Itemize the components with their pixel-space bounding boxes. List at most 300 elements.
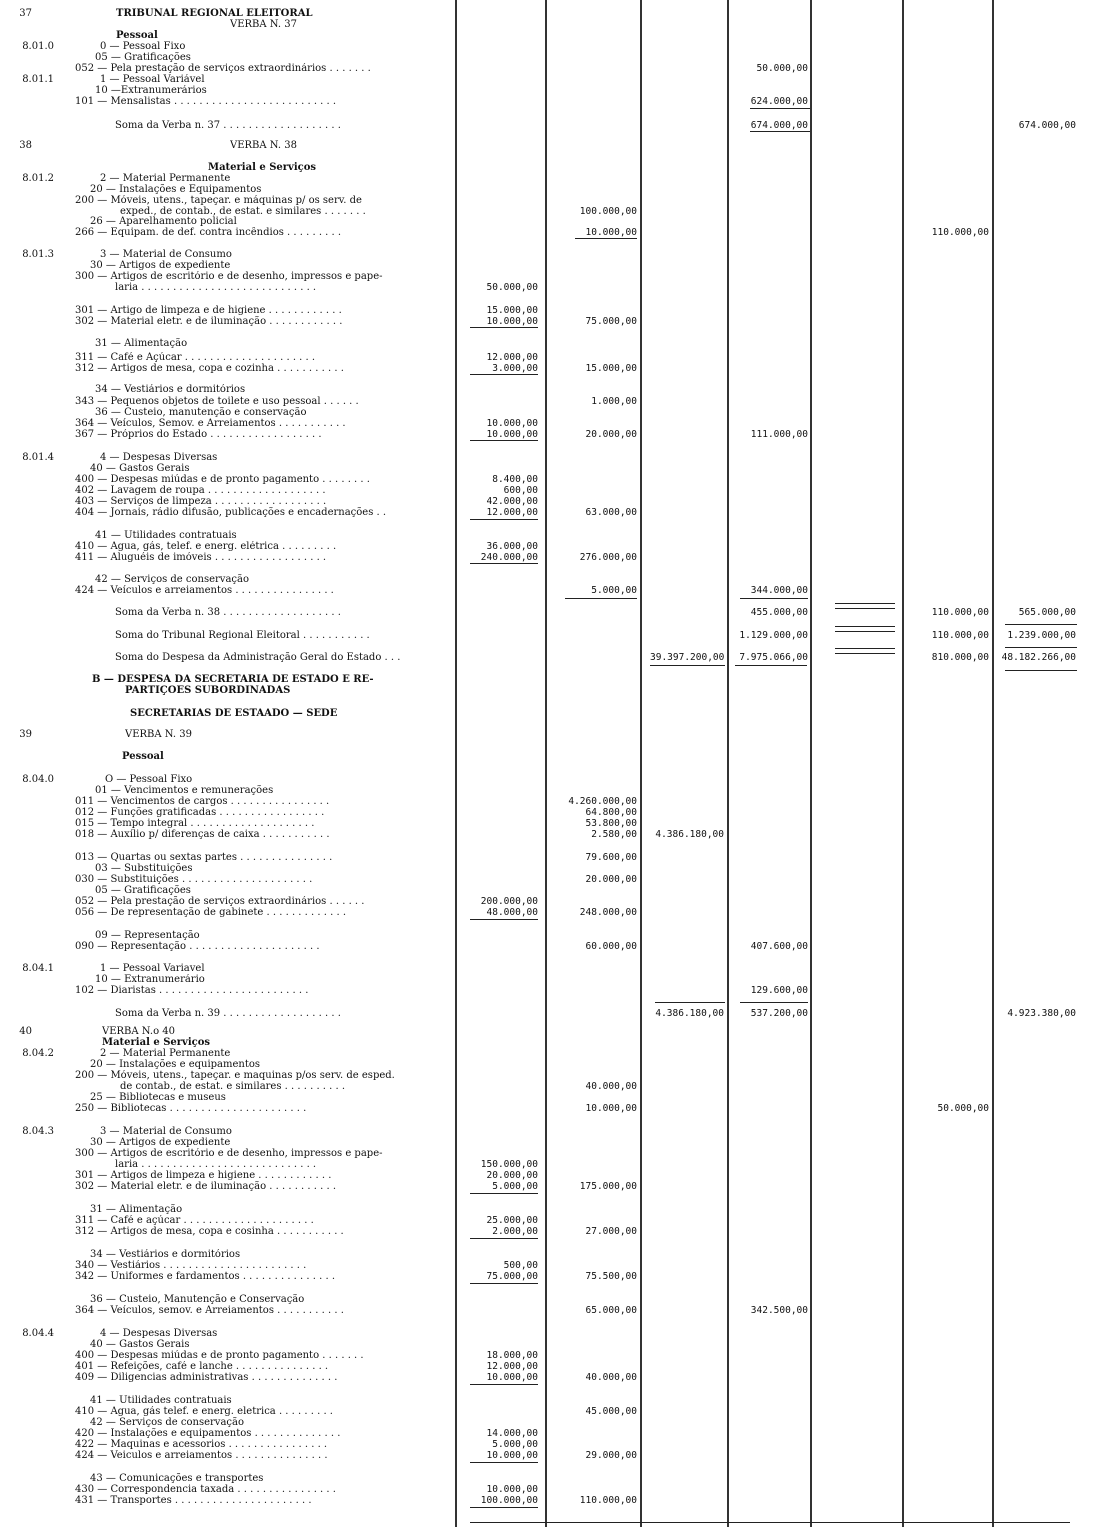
subtotal-rule: [470, 327, 538, 328]
budget-line: [0, 674, 1094, 685]
amount-c1: 25.000,00: [486, 1215, 538, 1226]
amount-c2: 79.600,00: [585, 852, 637, 863]
budget-line: [0, 418, 1094, 429]
line-description: 20 — Instalações e equipamentos: [90, 1059, 261, 1070]
line-description: 015 — Tempo integral . . . . . . . . . . . . . . . . . . . .: [75, 818, 315, 829]
amount-c1: 500,00: [503, 1260, 538, 1271]
amount-c1: 18.000,00: [486, 1350, 538, 1361]
budget-line: [0, 863, 1094, 874]
amount-c2: 45.000,00: [585, 1406, 637, 1417]
budget-line: [0, 352, 1094, 363]
amount-c1: 200.000,00: [480, 896, 538, 907]
line-description: 2 — Material Permanente: [100, 173, 231, 184]
line-description: 400 — Despesas miúdas e de pronto pagamento . . . . . . .: [75, 1350, 364, 1361]
line-code: 40: [19, 1026, 32, 1037]
amount-c6: 48.182.266,00: [1001, 652, 1076, 663]
line-description: 411 — Aluguéis de imóveis . . . . . . . . . . . . . . . . . .: [75, 552, 327, 563]
budget-line: [0, 751, 1094, 762]
line-description: Pessoal: [116, 30, 158, 41]
line-description: 4 — Despesas Diversas: [100, 452, 218, 463]
budget-line: [0, 1026, 1094, 1037]
amount-c2: 5.000,00: [591, 585, 637, 596]
subtotal-rule: [835, 648, 895, 649]
line-description: 200 — Móveis, utens., tapeçar. e máquinas p/ os serv. de: [75, 195, 362, 206]
subtotal-rule: [470, 919, 538, 920]
line-description: 3 — Material de Consumo: [100, 1126, 232, 1137]
amount-c2: 29.000,00: [585, 1450, 637, 1461]
line-code: 8.01.3: [22, 249, 54, 260]
budget-line: [0, 316, 1094, 327]
line-code: 8.04.3: [22, 1126, 54, 1137]
line-description: 052 — Pela prestação de serviços extraordinários . . . . . .: [75, 896, 365, 907]
budget-line: [0, 8, 1094, 19]
budget-line: [0, 708, 1094, 719]
budget-line: [0, 1395, 1094, 1406]
line-description: PARTIÇÕES SUBORDINADAS: [125, 685, 291, 696]
amount-c3: 4.386.180,00: [655, 829, 724, 840]
amount-c2: 63.000,00: [585, 507, 637, 518]
budget-line: [0, 1226, 1094, 1237]
line-description: 10 —Extranumerários: [95, 85, 207, 96]
subtotal-rule: [835, 653, 895, 654]
budget-line: [0, 195, 1094, 206]
line-description: 340 — Vestiários . . . . . . . . . . . . . . . . . . . . . . .: [75, 1260, 307, 1271]
budget-line: [0, 941, 1094, 952]
subtotal-rule: [1005, 647, 1077, 648]
line-description: 431 — Transportes . . . . . . . . . . . . . . . . . . . . . .: [75, 1495, 312, 1506]
line-description: 410 — Água, gás telef. e energ. eletrica . . . . . . . . .: [75, 1406, 333, 1417]
line-description: TRIBUNAL REGIONAL ELEITORAL: [116, 8, 313, 19]
amount-c2: 10.000,00: [585, 227, 637, 238]
amount-c1: 50.000,00: [486, 282, 538, 293]
budget-line: [0, 140, 1094, 151]
budget-line: [0, 1170, 1094, 1181]
budget-line: [0, 874, 1094, 885]
budget-line: [0, 363, 1094, 374]
line-code: 8.04.0: [22, 774, 54, 785]
line-code: 8.01.4: [22, 452, 54, 463]
subtotal-rule: [470, 1384, 538, 1385]
budget-line: [0, 305, 1094, 316]
budget-line: [0, 1103, 1094, 1114]
budget-line: [0, 1350, 1094, 1361]
line-description: 410 — Água, gás, telef. e energ. elétrica . . . . . . . . .: [75, 541, 337, 552]
amount-c1: 20.000,00: [486, 1170, 538, 1181]
budget-line: [0, 1328, 1094, 1339]
budget-line: [0, 396, 1094, 407]
budget-line: [0, 574, 1094, 585]
budget-line: [0, 852, 1094, 863]
line-code: 8.01.0: [22, 41, 54, 52]
subtotal-rule: [750, 108, 810, 109]
budget-line: [0, 930, 1094, 941]
budget-line: [0, 1294, 1094, 1305]
amount-c4: 111.000,00: [750, 429, 808, 440]
amount-c1: 10.000,00: [486, 1372, 538, 1383]
budget-line: [0, 1249, 1094, 1260]
line-code: 38: [19, 140, 32, 151]
budget-line: [0, 496, 1094, 507]
line-description: 424 — Veículos e arreiamentos . . . . . . . . . . . . . . . .: [75, 585, 334, 596]
line-description: 056 — De representação de gabinete . . . . . . . . . . . . .: [75, 907, 346, 918]
amount-c4: 624.000,00: [750, 96, 808, 107]
line-description: 34 — Vestiários e dormitórios: [90, 1249, 241, 1260]
subtotal-rule: [470, 1507, 538, 1508]
amount-c1: 8.400,00: [492, 474, 538, 485]
line-description: 312 — Artigos de mesa, copa e cosinha . . . . . . . . . . .: [75, 1226, 344, 1237]
amount-c2: 2.580,00: [591, 829, 637, 840]
line-description: 3 — Material de Consumo: [100, 249, 232, 260]
budget-line: [0, 796, 1094, 807]
subtotal-rule: [835, 626, 895, 627]
line-description: 302 — Material eletr. e de iluminação . . . . . . . . . . .: [75, 1181, 337, 1192]
budget-line: [0, 652, 1094, 663]
budget-line: [0, 74, 1094, 85]
line-description: 342 — Uniformes e fardamentos . . . . . . . . . . . . . . .: [75, 1271, 335, 1282]
line-description: 26 — Aparelhamento policial: [90, 216, 237, 227]
budget-line: [0, 463, 1094, 474]
line-description: VERBA N. 37: [230, 19, 297, 30]
amount-c5: 110.000,00: [931, 607, 989, 618]
line-description: 09 — Representação: [95, 930, 200, 941]
subtotal-rule: [740, 598, 808, 599]
budget-line: [0, 541, 1094, 552]
amount-c2: 64.800,00: [585, 807, 637, 818]
line-description: 404 — Jornais, rádio difusão, publicações e encadernações . .: [75, 507, 387, 518]
budget-line: [0, 282, 1094, 293]
budget-line: [0, 184, 1094, 195]
line-description: SECRETARIAS DE ESTAADO — SEDE: [130, 708, 338, 719]
budget-line: [0, 807, 1094, 818]
line-description: laria . . . . . . . . . . . . . . . . . . . . . . . . . . . .: [115, 282, 317, 293]
amount-c2: 27.000,00: [585, 1226, 637, 1237]
line-description: 013 — Quartas ou sextas partes . . . . . . . . . . . . . . .: [75, 852, 333, 863]
budget-line: [0, 384, 1094, 395]
line-description: 420 — Instalações e equipamentos . . . . . . . . . . . . . .: [75, 1428, 341, 1439]
subtotal-rule: [835, 608, 895, 609]
budget-line: [0, 1159, 1094, 1170]
subtotal-rule: [750, 131, 810, 132]
line-description: 409 — Diligencias administrativas . . . . . . . . . . . . . .: [75, 1372, 338, 1383]
line-code: 39: [19, 729, 32, 740]
budget-line: [0, 1339, 1094, 1350]
amount-c1: 2.000,00: [492, 1226, 538, 1237]
line-description: 40 — Gastos Gerais: [90, 463, 190, 474]
amount-c1: 600,00: [503, 485, 538, 496]
line-description: 10 — Extranumerário: [95, 974, 205, 985]
line-description: 311 — Café e Açúcar . . . . . . . . . . . . . . . . . . . . .: [75, 352, 316, 363]
budget-line: [0, 1484, 1094, 1495]
column-rule: [640, 0, 642, 1527]
line-description: 30 — Artigos de expediente: [90, 1137, 231, 1148]
budget-line: [0, 1204, 1094, 1215]
line-description: 400 — Despesas miúdas e de pronto pagamento . . . . . . . .: [75, 474, 370, 485]
line-description: 41 — Utilidades contratuais: [95, 530, 237, 541]
line-description: 43 — Comunicações e transportes: [90, 1473, 264, 1484]
budget-line: [0, 1361, 1094, 1372]
line-code: 8.04.4: [22, 1328, 54, 1339]
budget-line: [0, 1271, 1094, 1282]
amount-c2: 4.260.000,00: [568, 796, 637, 807]
budget-line: [0, 1081, 1094, 1092]
budget-line: [0, 1428, 1094, 1439]
line-description: 102 — Diaristas . . . . . . . . . . . . . . . . . . . . . . . .: [75, 985, 309, 996]
line-description: 300 — Artigos de escritório e de desenho, impressos e pape-: [75, 271, 383, 282]
budget-line: [0, 52, 1094, 63]
line-description: Material e Serviços: [208, 162, 317, 173]
line-description: 20 — Instalações e Equipamentos: [90, 184, 262, 195]
column-rule: [455, 0, 457, 1527]
budget-line: [0, 429, 1094, 440]
line-description: 250 — Bibliotecas . . . . . . . . . . . . . . . . . . . . . .: [75, 1103, 307, 1114]
amount-c4: 344.000,00: [750, 585, 808, 596]
amount-c2: 276.000,00: [579, 552, 637, 563]
line-description: 403 — Serviços de limpeza . . . . . . . . . . . . . . . . . .: [75, 496, 327, 507]
amount-c1: 12.000,00: [486, 1361, 538, 1372]
budget-line: [0, 1473, 1094, 1484]
line-description: 42 — Serviços de conservação: [90, 1417, 244, 1428]
budget-line: [0, 338, 1094, 349]
budget-line: [0, 885, 1094, 896]
amount-c2: 40.000,00: [585, 1372, 637, 1383]
budget-line: [0, 271, 1094, 282]
budget-line: [0, 774, 1094, 785]
subtotal-rule: [835, 603, 895, 604]
budget-line: [0, 30, 1094, 41]
line-description: O — Pessoal Fixo: [105, 774, 193, 785]
line-code: 8.01.1: [22, 74, 54, 85]
line-description: 30 — Artigos de expediente: [90, 260, 231, 271]
budget-line: [0, 785, 1094, 796]
budget-line: [0, 729, 1094, 740]
budget-line: [0, 896, 1094, 907]
line-description: 34 — Vestiários e dormitórios: [95, 384, 246, 395]
budget-line: [0, 829, 1094, 840]
line-description: 367 — Próprios do Estado . . . . . . . . . . . . . . . . . .: [75, 429, 322, 440]
budget-line: [0, 1305, 1094, 1316]
line-description: 090 — Representação . . . . . . . . . . . . . . . . . . . . .: [75, 941, 320, 952]
line-description: 011 — Vencimentos de cargos . . . . . . . . . . . . . . . .: [75, 796, 330, 807]
subtotal-rule: [470, 563, 538, 564]
amount-c2: 1.000,00: [591, 396, 637, 407]
subtotal-rule: [470, 519, 538, 520]
line-description: 1 — Pessoal Variável: [100, 74, 205, 85]
amount-c1: 12.000,00: [486, 352, 538, 363]
amount-c2: 20.000,00: [585, 429, 637, 440]
amount-c4: 342.500,00: [750, 1305, 808, 1316]
budget-line: [0, 1215, 1094, 1226]
budget-line: [0, 1495, 1094, 1506]
amount-c4: 1.129.000,00: [739, 630, 808, 641]
amount-c1: 15.000,00: [486, 305, 538, 316]
line-description: Soma do Despesa da Administração Geral do Estado . . .: [115, 652, 401, 663]
column-rule: [727, 0, 729, 1527]
amount-c1: 12.000,00: [486, 507, 538, 518]
amount-c1: 5.000,00: [492, 1439, 538, 1450]
amount-c5: 50.000,00: [937, 1103, 989, 1114]
budget-line: [0, 1137, 1094, 1148]
amount-c1: 10.000,00: [486, 418, 538, 429]
amount-c5: 810.000,00: [931, 652, 989, 663]
amount-c6: 674.000,00: [1018, 120, 1076, 131]
column-rule: [992, 0, 994, 1527]
line-description: de contab., de estat. e similares . . . . . . . . . .: [120, 1081, 346, 1092]
line-description: 0 — Pessoal Fixo: [100, 41, 186, 52]
line-description: Soma da Verba n. 38 . . . . . . . . . . . . . . . . . . .: [115, 607, 341, 618]
line-description: 052 — Pela prestação de serviços extraordinários . . . . . . .: [75, 63, 371, 74]
line-description: 343 — Pequenos objetos de toilete e uso pessoal . . . . . .: [75, 396, 359, 407]
line-description: 422 — Maquinas e acessorios . . . . . . . . . . . . . . . .: [75, 1439, 328, 1450]
subtotal-rule: [565, 598, 637, 599]
budget-line: [0, 85, 1094, 96]
amount-c1: 14.000,00: [486, 1428, 538, 1439]
budget-line: [0, 249, 1094, 260]
budget-line: [0, 1260, 1094, 1271]
budget-line: [0, 63, 1094, 74]
line-description: 01 — Vencimentos e remunerações: [95, 785, 274, 796]
subtotal-rule: [575, 238, 637, 239]
line-description: 430 — Correspondencia taxada . . . . . . . . . . . . . . . .: [75, 1484, 336, 1495]
line-description: 300 — Artigos de escritório e de desenho, impressos e pape-: [75, 1148, 383, 1159]
line-code: 8.01.2: [22, 173, 54, 184]
line-description: 200 — Móveis, utens., tapeçar. e maquinas p/os serv. de esped.: [75, 1070, 395, 1081]
budget-line: [0, 162, 1094, 173]
line-description: 42 — Serviços de conservação: [95, 574, 249, 585]
column-rule: [545, 0, 547, 1527]
line-description: 03 — Substituições: [95, 863, 193, 874]
budget-line: [0, 507, 1094, 518]
budget-line: [0, 407, 1094, 418]
line-description: 402 — Lavagem de roupa . . . . . . . . . . . . . . . . . . .: [75, 485, 326, 496]
line-description: 401 — Refeições, café e lanche . . . . . . . . . . . . . . .: [75, 1361, 329, 1372]
line-description: 31 — Alimentação: [90, 1204, 183, 1215]
amount-c2: 110.000,00: [579, 1495, 637, 1506]
line-code: 8.04.2: [22, 1048, 54, 1059]
subtotal-rule: [835, 631, 895, 632]
amount-c2: 60.000,00: [585, 941, 637, 952]
budget-line: [0, 1037, 1094, 1048]
line-description: 40 — Gastos Gerais: [90, 1339, 190, 1350]
line-description: 05 — Gratificações: [95, 52, 191, 63]
amount-c3: 4.386.180,00: [655, 1008, 724, 1019]
amount-c4: 50.000,00: [756, 63, 808, 74]
page-bottom-rule: [470, 1522, 1070, 1523]
budget-line: [0, 1048, 1094, 1059]
subtotal-rule: [470, 1462, 538, 1463]
budget-line: [0, 1126, 1094, 1137]
subtotal-rule: [470, 1238, 538, 1239]
budget-line: [0, 452, 1094, 463]
budget-line: [0, 630, 1094, 641]
budget-line: [0, 985, 1094, 996]
budget-line: [0, 41, 1094, 52]
budget-line: [0, 227, 1094, 238]
amount-c6: 4.923.380,00: [1007, 1008, 1076, 1019]
line-description: Material e Serviços: [102, 1037, 211, 1048]
subtotal-rule: [1005, 670, 1077, 671]
column-rule: [902, 0, 904, 1527]
amount-c1: 10.000,00: [486, 316, 538, 327]
subtotal-rule: [470, 1283, 538, 1284]
amount-c3: 39.397.200,00: [650, 652, 725, 663]
line-description: 302 — Material eletr. e de iluminação . . . . . . . . . . . .: [75, 316, 343, 327]
line-description: VERBA N. 39: [125, 729, 192, 740]
amount-c2: 20.000,00: [585, 874, 637, 885]
line-description: B — DESPESA DA SECRETARIA DE ESTADO E RE-: [92, 674, 374, 685]
budget-line: [0, 1070, 1094, 1081]
amount-c6: 1.239.000,00: [1007, 630, 1076, 641]
budget-line: [0, 474, 1094, 485]
budget-line: [0, 685, 1094, 696]
amount-c4: 7.975.066,00: [739, 652, 808, 663]
amount-c2: 53.800,00: [585, 818, 637, 829]
amount-c1: 48.000,00: [486, 907, 538, 918]
subtotal-rule: [1005, 624, 1077, 625]
budget-line: [0, 552, 1094, 563]
line-description: 424 — Veiculos e arreiamentos . . . . . . . . . . . . . . .: [75, 1450, 328, 1461]
subtotal-rule: [650, 665, 725, 666]
budget-line: [0, 1092, 1094, 1103]
budget-line: [0, 173, 1094, 184]
budget-line: [0, 216, 1094, 227]
subtotal-rule: [740, 1002, 808, 1003]
amount-c1: 3.000,00: [492, 363, 538, 374]
column-rule: [810, 0, 812, 1527]
line-code: 37: [19, 8, 32, 19]
budget-line: [0, 607, 1094, 618]
budget-line: [0, 260, 1094, 271]
budget-line: [0, 96, 1094, 107]
amount-c1: 10.000,00: [486, 1450, 538, 1461]
budget-line: [0, 1008, 1094, 1019]
line-description: Soma da Verba n. 39 . . . . . . . . . . . . . . . . . . .: [115, 1008, 341, 1019]
amount-c4: 537.200,00: [750, 1008, 808, 1019]
amount-c2: 100.000,00: [579, 206, 637, 217]
line-description: 312 — Artigos de mesa, copa e cozinha . . . . . . . . . . .: [75, 363, 344, 374]
line-description: 1 — Pessoal Variavel: [100, 963, 205, 974]
budget-line: [0, 963, 1094, 974]
amount-c5: 110.000,00: [931, 630, 989, 641]
line-description: 266 — Equipam. de def. contra incêndios . . . . . . . . .: [75, 227, 342, 238]
line-description: 301 — Artigo de limpeza e de higiene . . . . . . . . . . . .: [75, 305, 342, 316]
line-description: VERBA N.o 40: [102, 1026, 176, 1037]
line-description: 030 — Substituições . . . . . . . . . . . . . . . . . . . . .: [75, 874, 313, 885]
budget-line: [0, 1372, 1094, 1383]
subtotal-rule: [655, 1002, 725, 1003]
line-description: 018 — Auxílio p/ diferenças de caixa . . . . . . . . . . .: [75, 829, 330, 840]
budget-line: [0, 1417, 1094, 1428]
line-description: exped., de contab., de estat. e similares . . . . . . .: [120, 206, 366, 217]
line-description: 05 — Gratificações: [95, 885, 191, 896]
amount-c1: 5.000,00: [492, 1181, 538, 1192]
budget-line: [0, 19, 1094, 30]
amount-c2: 175.000,00: [579, 1181, 637, 1192]
amount-c2: 75.500,00: [585, 1271, 637, 1282]
amount-c1: 42.000,00: [486, 496, 538, 507]
amount-c2: 248.000,00: [579, 907, 637, 918]
amount-c2: 40.000,00: [585, 1081, 637, 1092]
amount-c1: 75.000,00: [486, 1271, 538, 1282]
budget-line: [0, 1059, 1094, 1070]
amount-c5: 110.000,00: [931, 227, 989, 238]
amount-c2: 10.000,00: [585, 1103, 637, 1114]
subtotal-rule: [735, 665, 807, 666]
amount-c2: 75.000,00: [585, 316, 637, 327]
subtotal-rule: [470, 1193, 538, 1194]
budget-line: [0, 1450, 1094, 1461]
line-description: VERBA N. 38: [230, 140, 297, 151]
amount-c1: 10.000,00: [486, 429, 538, 440]
